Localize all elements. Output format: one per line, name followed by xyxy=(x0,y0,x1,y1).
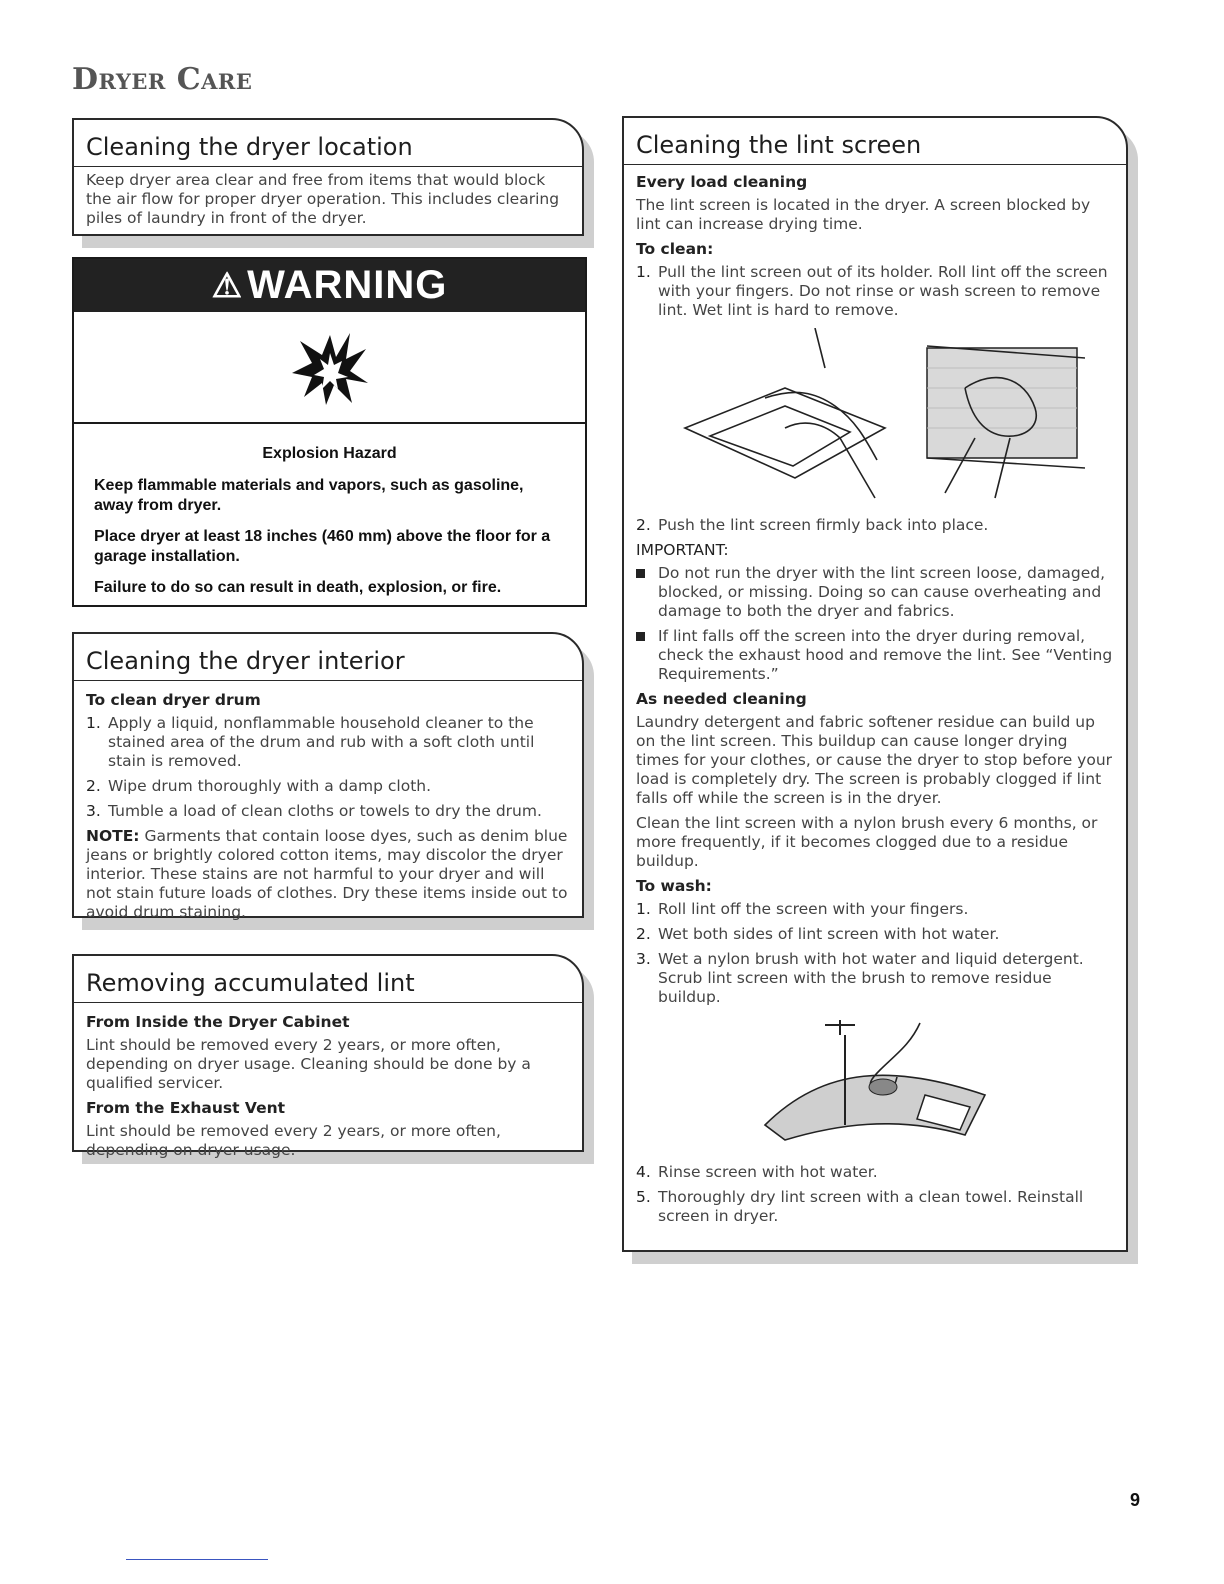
list-item: If lint falls off the screen into the dryer during removal, check the exhaust hood and remove the lint. See “Venting Requirements.” xyxy=(636,627,1114,684)
list-item: 1. Apply a liquid, nonflammable household cleaner to the stained area of the drum and rub with a soft cloth until stain is removed. xyxy=(86,714,535,771)
important-bullets xyxy=(636,564,1114,684)
warning-header xyxy=(74,259,585,312)
list-item: 2. Push the lint screen firmly back into place. xyxy=(636,516,989,535)
lint-screen-removal-illustration xyxy=(636,328,1114,508)
list-item: Do not run the dryer with the lint screen loose, damaged, blocked, or missing. Doing so can cause overheating and damage to both the dryer and fabrics. xyxy=(636,564,1114,621)
location-title: Cleaning the dryer location xyxy=(74,120,582,167)
bullet-icon xyxy=(636,627,658,684)
warning-line: Failure to do so can result in death, explosion, or fire. xyxy=(94,579,502,596)
warning-line: Place dryer at least 18 inches (460 mm) above the floor for a garage installation. xyxy=(94,528,551,565)
list-item: 2. Wipe drum thoroughly with a damp cloth. xyxy=(86,777,432,796)
list-item: 1. Pull the lint screen out of its holder. Roll lint off the screen with your fingers. Do not rinse or wash screen to remove lint. Wet lint is hard to remove. xyxy=(636,263,1108,320)
as-needed-text-1: Laundry detergent and fabric softener residue can build up on the lint screen. This buildup can cause longer drying times for your clothes, or cause the dryer to stop before your load is completely dry. The screen is probably clogged if lint falls off while the screen is in the dryer. xyxy=(636,713,1113,808)
lint-accum-section xyxy=(72,954,584,1160)
lint-accum-text2: Lint should be removed every 2 years, or more often, depending on dryer usage. xyxy=(86,1122,501,1160)
bullet-icon xyxy=(636,564,658,621)
warning-box xyxy=(72,257,587,607)
as-needed-text-2: Clean the lint screen with a nylon brush every 6 months, or more frequently, if it becomes clogged due to a residue buildup. xyxy=(636,814,1098,871)
location-section xyxy=(72,118,584,236)
wash-steps xyxy=(636,900,1114,1007)
to-wash-subheading: To wash: xyxy=(636,877,712,896)
list-item: 4. Rinse screen with hot water. xyxy=(636,1163,878,1182)
important-label: IMPORTANT: xyxy=(636,541,729,560)
to-clean-subheading: To clean: xyxy=(636,240,714,259)
interior-title: Cleaning the dryer interior xyxy=(74,634,582,681)
lint-accum-title: Removing accumulated lint xyxy=(74,956,582,1003)
warning-line: Keep flammable materials and vapors, such as gasoline, away from dryer. xyxy=(94,477,524,514)
lint-accum-text1: Lint should be removed every 2 years, or more often, depending on dryer usage. Cleaning should be done by a qualified servicer. xyxy=(86,1036,531,1093)
every-load-subheading: Every load cleaning xyxy=(636,173,808,192)
list-item: 1. Roll lint off the screen with your fingers. xyxy=(636,900,969,919)
as-needed-subheading: As needed cleaning xyxy=(636,690,807,709)
warning-triangle-icon: ⚠ xyxy=(211,266,244,305)
list-item: 2. Wet both sides of lint screen with hot water. xyxy=(636,925,1000,944)
list-item: 3. Wet a nylon brush with hot water and liquid detergent. Scrub lint screen with the brush to remove residue buildup. xyxy=(636,950,1084,1007)
hazard-title: Explosion Hazard xyxy=(262,445,397,462)
location-text: Keep dryer area clear and free from items that would block the air flow for proper dryer operation. This includes clearing piles of laundry in front of the dryer. xyxy=(86,171,560,228)
footer-rule xyxy=(126,1559,268,1560)
page-title: Dryer Care xyxy=(72,62,253,97)
clean-steps xyxy=(636,263,1114,320)
interior-section xyxy=(72,632,584,922)
lint-accum-sub2: From the Exhaust Vent xyxy=(86,1099,286,1118)
final-steps xyxy=(636,1163,1114,1226)
interior-subheading: To clean dryer drum xyxy=(86,691,261,710)
every-load-text: The lint screen is located in the dryer. A screen blocked by lint can increase drying time. xyxy=(636,196,1091,234)
warning-header-text: WARNING xyxy=(247,263,448,307)
clean-steps-2 xyxy=(636,516,1114,535)
lint-screen-title: Cleaning the lint screen xyxy=(624,118,1126,165)
page-number: 9 xyxy=(1129,1490,1140,1510)
list-item: 5. Thoroughly dry lint screen with a clean towel. Reinstall screen in dryer. xyxy=(636,1188,1084,1226)
lint-screen-wash-illustration xyxy=(636,1015,1114,1155)
lint-screen-section xyxy=(622,116,1128,1252)
list-item: 3. Tumble a load of clean cloths or towels to dry the drum. xyxy=(86,802,542,821)
lint-accum-sub1: From Inside the Dryer Cabinet xyxy=(86,1013,350,1032)
explosion-icon xyxy=(74,312,585,424)
interior-note: NOTE: Garments that contain loose dyes, such as denim blue jeans or brightly colored cotton items, may discolor the dryer interior. These stains are not harmful to your dryer and will not stain future loads of clothes. Dry these items inside out to avoid drum staining. xyxy=(86,827,568,922)
interior-steps xyxy=(86,714,570,821)
